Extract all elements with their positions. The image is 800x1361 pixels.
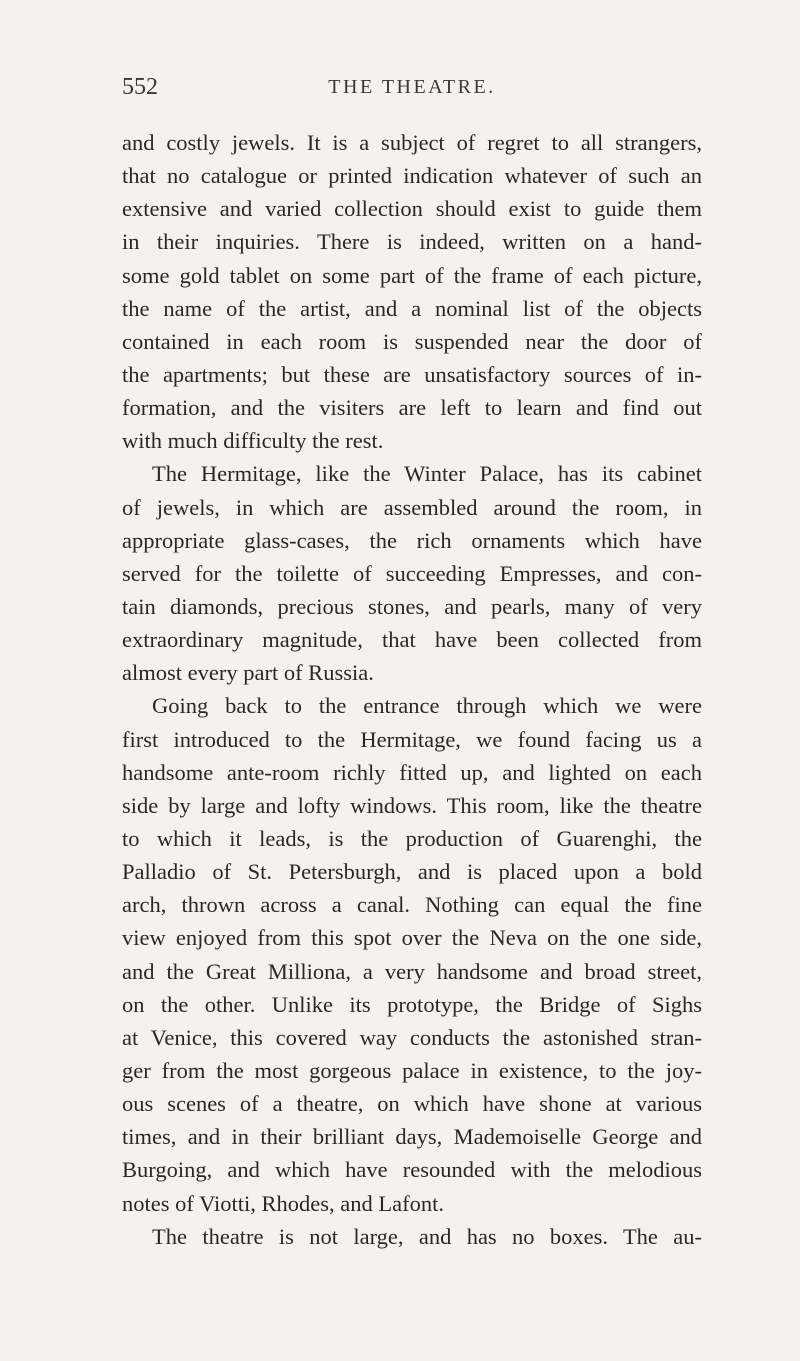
text-line: at Venice, this covered way conducts the astonished stran-: [122, 1024, 702, 1050]
page-number: 552: [122, 74, 158, 100]
text-line: the name of the artist, and a nominal list of the objects: [122, 295, 702, 321]
page-header: [122, 74, 702, 104]
text-line: Palladio of St. Petersburgh, and is placed upon a bold: [122, 859, 702, 885]
text-line: that no catalogue or printed indication whatever of such an: [122, 163, 702, 189]
text-line: notes of Viotti, Rhodes, and Lafont.: [122, 1190, 444, 1216]
text-line: and costly jewels. It is a subject of regret to all strangers,: [122, 130, 702, 155]
text-line: of jewels, in which are assembled around the room, in: [122, 494, 702, 520]
text-line: handsome ante-room richly fitted up, and lighted on each: [122, 759, 702, 785]
text-line: some gold tablet on some part of the frame of each picture,: [122, 262, 702, 288]
text-line: to which it leads, is the production of Guarenghi, the: [122, 825, 702, 851]
body-text: [122, 126, 702, 1253]
text-line: ger from the most gorgeous palace in existence, to the joy-: [122, 1057, 702, 1083]
text-line: view enjoyed from this spot over the Neva on the one side,: [122, 925, 702, 951]
text-line: with much difficulty the rest.: [122, 428, 384, 454]
text-line: times, and in their brilliant days, Mademoiselle George and: [122, 1124, 702, 1150]
text-line: Burgoing, and which have resounded with the melodious: [122, 1157, 702, 1183]
text-line: arch, thrown across a canal. Nothing can equal the fine: [122, 892, 702, 918]
running-title: THE THEATRE.: [328, 76, 496, 98]
text-line: almost every part of Russia.: [122, 660, 374, 686]
text-line: extraordinary magnitude, that have been collected from: [122, 627, 702, 653]
text-line: The Hermitage, like the Winter Palace, has its cabinet: [152, 461, 702, 487]
text-line: and the Great Milliona, a very handsome and broad street,: [122, 958, 702, 984]
text-line: in their inquiries. There is indeed, written on a hand-: [122, 229, 702, 255]
text-line: appropriate glass-cases, the rich ornaments which have: [122, 527, 702, 553]
text-line: tain diamonds, precious stones, and pearls, many of very: [122, 593, 702, 619]
text-line: extensive and varied collection should exist to guide them: [122, 196, 702, 222]
text-line: the apartments; but these are unsatisfactory sources of in-: [122, 361, 702, 387]
text-line: first introduced to the Hermitage, we found facing us a: [122, 726, 702, 752]
text-line: The theatre is not large, and has no boxes. The au-: [152, 1223, 702, 1249]
text-line: ous scenes of a theatre, on which have shone at various: [122, 1091, 702, 1117]
text-line: on the other. Unlike its prototype, the Bridge of Sighs: [122, 991, 702, 1017]
text-line: side by large and lofty windows. This room, like the theatre: [122, 792, 702, 818]
text-line: formation, and the visiters are left to learn and find out: [122, 395, 702, 421]
text-line: served for the toilette of succeeding Empresses, and con-: [122, 560, 702, 586]
text-line: Going back to the entrance through which we were: [152, 693, 702, 719]
text-line: contained in each room is suspended near the door of: [122, 328, 702, 354]
